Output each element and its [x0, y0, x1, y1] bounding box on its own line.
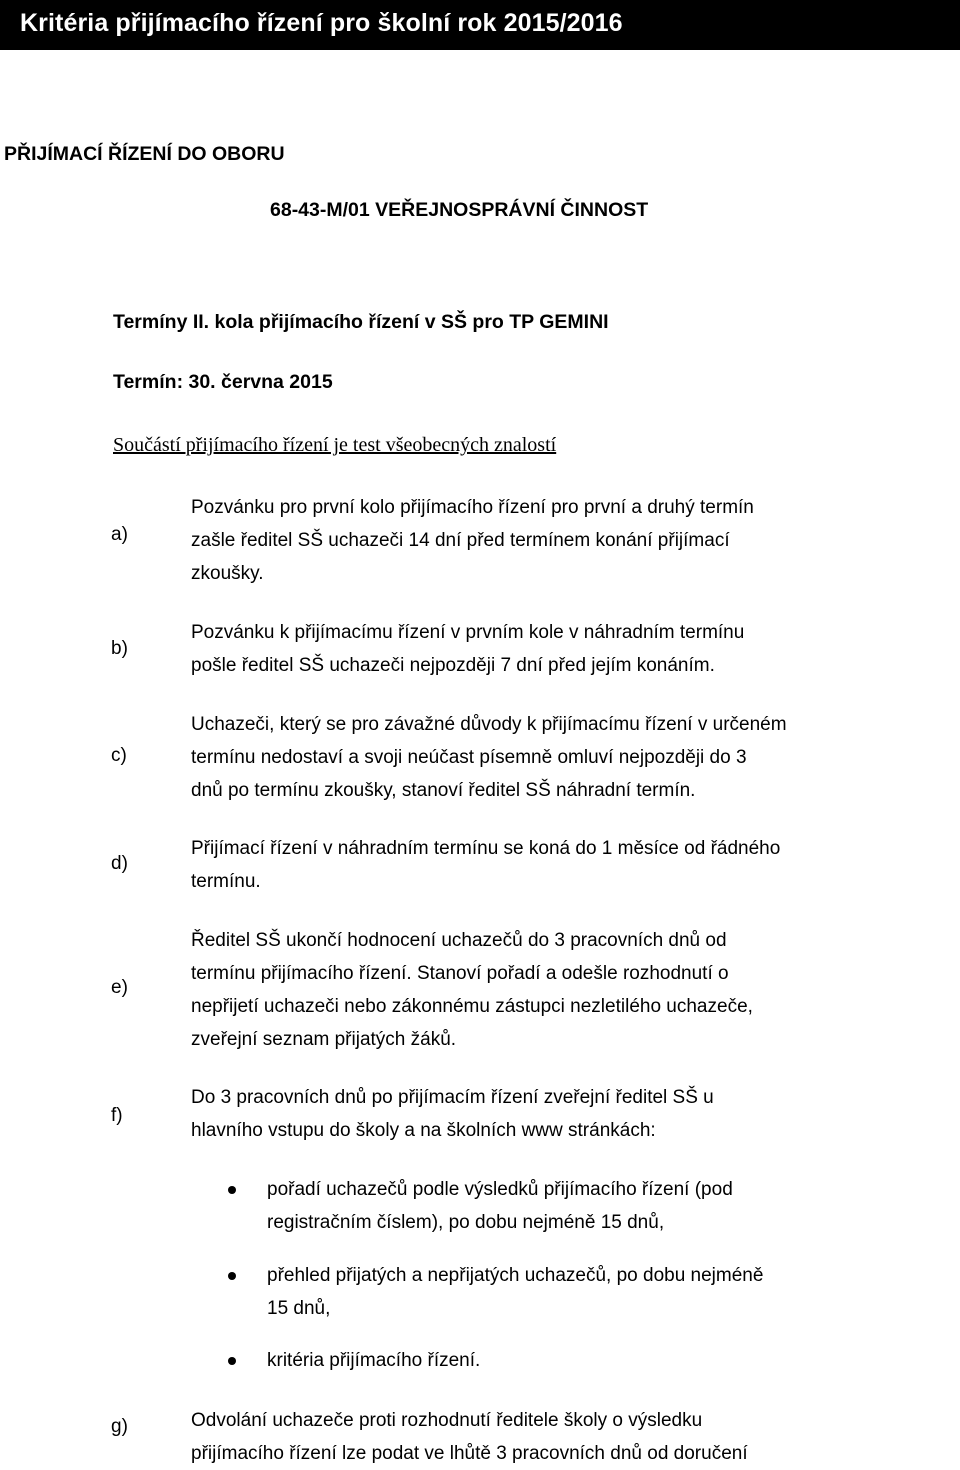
text-line: Do 3 pracovních dnů po přijímacím řízení zveřejní ředitel SŠ u [191, 1087, 714, 1108]
text-line: termínu. [191, 871, 261, 892]
exam-subheading: Součástí přijímacího řízení je test všeobecných znalostí [113, 434, 557, 456]
text-line: 15 dnů, [267, 1298, 331, 1319]
item-text [191, 1081, 714, 1147]
text-line: Pozvánku k přijímacímu řízení v prvním kole v náhradním termínu [191, 622, 745, 643]
item-text [191, 708, 787, 807]
item-label: b) [111, 638, 128, 659]
title-bar [0, 0, 960, 50]
term-date: Termín: 30. června 2015 [113, 371, 333, 393]
program-heading: 68-43-M/01 VEŘEJNOSPRÁVNÍ ČINNOST [270, 199, 649, 221]
bullet-icon [228, 1357, 236, 1365]
admission-heading: PŘIJÍMACÍ ŘÍZENÍ DO OBORU [4, 143, 285, 165]
text-line: kritéria přijímacího řízení. [267, 1350, 481, 1371]
bullet-icon [228, 1186, 236, 1194]
text-line: nepřijetí uchazeči nebo zákonnému zástupci nezletilého uchazeče, [191, 996, 753, 1017]
text-line: pořadí uchazečů podle výsledků přijímacího řízení (pod [267, 1179, 733, 1200]
text-line: zveřejní seznam přijatých žáků. [191, 1029, 457, 1050]
text-line: přijímacího řízení lze podat ve lhůtě 3 pracovních dnů od doručení [191, 1443, 748, 1464]
text-line: Ředitel SŠ ukončí hodnocení uchazečů do 3 pracovních dnů od [191, 930, 727, 951]
item-text [191, 924, 753, 1056]
item-label: g) [111, 1416, 128, 1437]
terms-heading: Termíny II. kola přijímacího řízení v SŠ pro TP GEMINI [113, 311, 609, 333]
text-line: Pozvánku pro první kolo přijímacího řízení pro první a druhý termín [191, 497, 754, 518]
bullet-icon [228, 1272, 236, 1280]
item-label: f) [111, 1105, 123, 1126]
text-line: Přijímací řízení v náhradním termínu se koná do 1 měsíce od řádného [191, 838, 781, 859]
text-line: Odvolání uchazeče proti rozhodnutí ředitele školy o výsledku [191, 1410, 703, 1431]
page-title: Kritéria přijímacího řízení pro školní rok 2015/2016 [20, 9, 623, 37]
text-line: pošle ředitel SŠ uchazeči nejpozději 7 dní před jejím konáním. [191, 655, 715, 676]
item-label: a) [111, 524, 128, 545]
item-text [191, 1404, 748, 1470]
text-line: dnů po termínu zkoušky, stanoví ředitel SŠ náhradní termín. [191, 780, 696, 801]
item-label: d) [111, 853, 128, 874]
bullet-text [267, 1259, 763, 1325]
text-line: Uchazeči, který se pro závažné důvody k přijímacímu řízení v určeném [191, 714, 787, 735]
text-line: termínu nedostaví a svoji neúčast písemně omluví nejpozději do 3 [191, 747, 747, 768]
text-line: zašle ředitel SŠ uchazeči 14 dní před termínem konání přijímací [191, 530, 730, 551]
item-label: c) [111, 745, 127, 766]
text-line: hlavního vstupu do školy a na školních www stránkách: [191, 1120, 656, 1141]
bullet-text [267, 1173, 733, 1239]
bullet-text [267, 1344, 480, 1377]
item-text [191, 491, 754, 590]
text-line: termínu přijímacího řízení. Stanoví pořadí a odešle rozhodnutí o [191, 963, 729, 984]
text-line: zkoušky. [191, 563, 264, 584]
item-text [191, 832, 780, 898]
text-line: registračním číslem), po dobu nejméně 15 dnů, [267, 1212, 665, 1233]
item-label: e) [111, 977, 128, 998]
text-line: přehled přijatých a nepřijatých uchazečů, po dobu nejméně [267, 1265, 764, 1286]
item-text [191, 616, 744, 682]
